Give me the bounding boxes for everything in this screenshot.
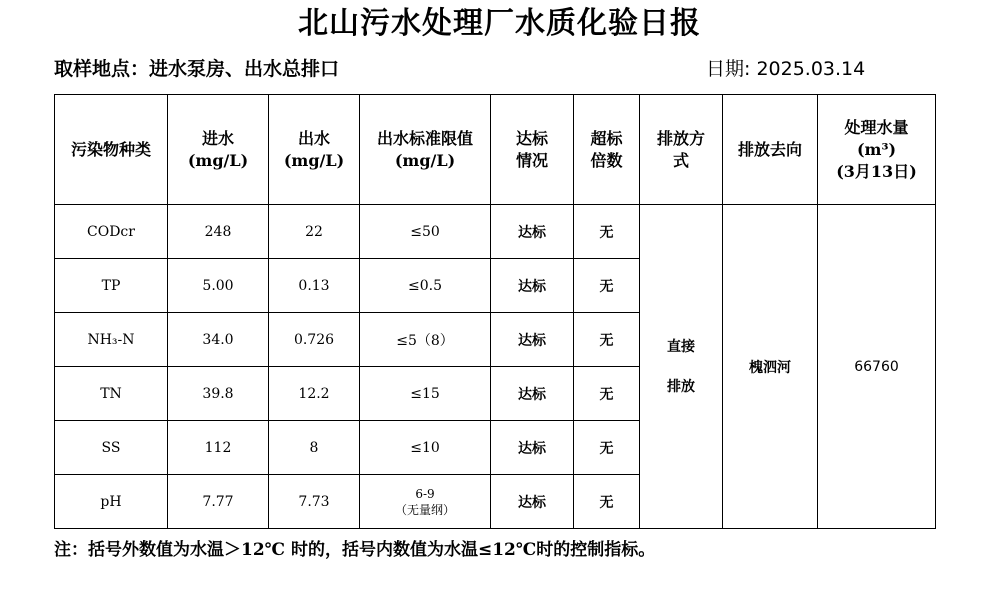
header-discharge-dest: 排放去向 [723, 95, 818, 205]
report-date: 日期: 2025.03.14 [706, 58, 866, 80]
influent-cell: 34.0 [168, 313, 269, 367]
status-cell: 达标 [491, 475, 574, 529]
water-quality-table [54, 94, 936, 529]
report-title: 北山污水处理厂水质化验日报 [298, 6, 701, 41]
pollutant-cell: CODcr [55, 205, 168, 259]
limit-cell: ≤50 [360, 205, 491, 259]
header-effluent: 出水 (mg/L) [269, 95, 360, 205]
effluent-cell: 22 [269, 205, 360, 259]
pollutant-cell: SS [55, 421, 168, 475]
pollutant-cell: NH₃-N [55, 313, 168, 367]
header-influent: 进水 (mg/L) [168, 95, 269, 205]
volume-cell: 66760 [818, 205, 936, 529]
exceed-cell: 无 [574, 367, 640, 421]
limit-value: 6-9 [415, 486, 435, 501]
influent-cell: 7.77 [168, 475, 269, 529]
sample-location: 取样地点：进水泵房、出水总排口 [54, 58, 340, 80]
limit-cell: ≤10 [360, 421, 491, 475]
limit-cell: ≤15 [360, 367, 491, 421]
influent-cell: 112 [168, 421, 269, 475]
effluent-cell: 0.13 [269, 259, 360, 313]
header-exceed: 超标 倍数 [574, 95, 640, 205]
status-cell: 达标 [491, 313, 574, 367]
header-pollutant: 污染物种类 [55, 95, 168, 205]
exceed-cell: 无 [574, 475, 640, 529]
pollutant-cell: TN [55, 367, 168, 421]
limit-note: （无量纲） [394, 502, 455, 517]
header-compliance: 达标 情况 [491, 95, 574, 205]
exceed-cell: 无 [574, 205, 640, 259]
exceed-cell: 无 [574, 313, 640, 367]
influent-cell: 39.8 [168, 367, 269, 421]
footnote: 注：括号外数值为水温＞12℃ 时的，括号内数值为水温≤12℃时的控制指标。 [54, 540, 656, 560]
influent-cell: 5.00 [168, 259, 269, 313]
exceed-cell: 无 [574, 421, 640, 475]
pollutant-cell: pH [55, 475, 168, 529]
limit-cell: ≤5（8） [360, 313, 491, 367]
discharge-dest-cell: 槐泗河 [723, 205, 818, 529]
effluent-cell: 0.726 [269, 313, 360, 367]
effluent-cell: 7.73 [269, 475, 360, 529]
effluent-cell: 8 [269, 421, 360, 475]
pollutant-cell: TP [55, 259, 168, 313]
limit-cell [360, 475, 491, 529]
effluent-cell: 12.2 [269, 367, 360, 421]
discharge-mode-cell: 直接 排放 [640, 205, 723, 529]
table-row [55, 205, 936, 259]
status-cell: 达标 [491, 421, 574, 475]
status-cell: 达标 [491, 367, 574, 421]
status-cell: 达标 [491, 205, 574, 259]
influent-cell: 248 [168, 205, 269, 259]
status-cell: 达标 [491, 259, 574, 313]
header-volume: 处理水量 (m³) (3月13日) [818, 95, 936, 205]
header-row [55, 95, 936, 205]
limit-cell: ≤0.5 [360, 259, 491, 313]
header-limit: 出水标准限值 (mg/L) [360, 95, 491, 205]
exceed-cell: 无 [574, 259, 640, 313]
header-discharge-mode: 排放方 式 [640, 95, 723, 205]
